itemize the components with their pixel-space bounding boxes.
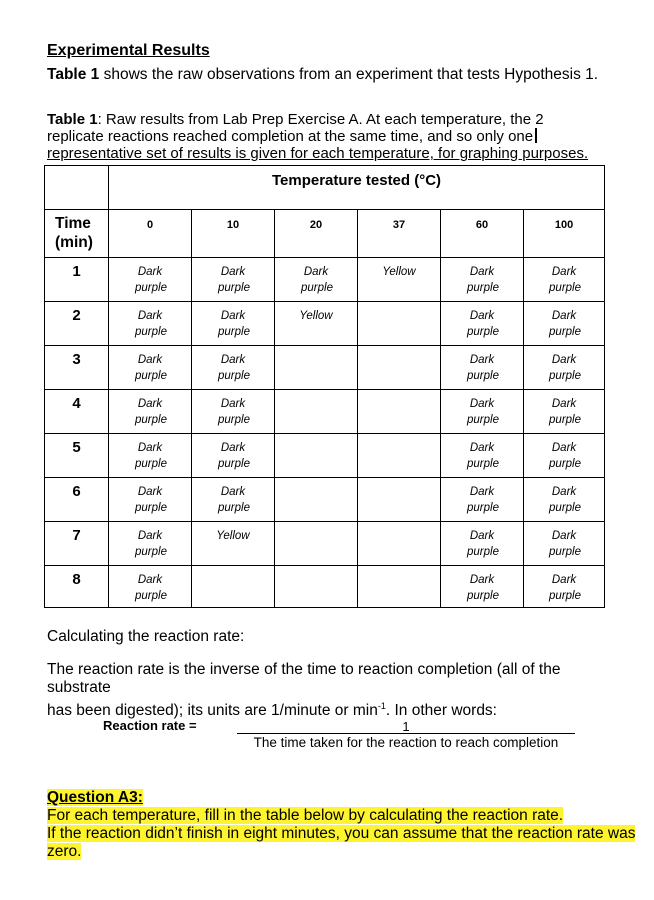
results-table bbox=[44, 165, 605, 608]
fraction-bar bbox=[237, 733, 575, 734]
observation-cell: Dark purple bbox=[441, 478, 524, 522]
observation-cell bbox=[275, 566, 358, 608]
observation-cell: Dark purple bbox=[192, 478, 275, 522]
question-line-1: For each temperature, fill in the table below by calculating the reaction rate. bbox=[47, 807, 564, 824]
observation-cell bbox=[275, 478, 358, 522]
time-header-label: Time bbox=[55, 215, 91, 232]
intro-table-ref: Table 1 bbox=[47, 66, 100, 83]
temperature-column-header: 60 bbox=[441, 210, 524, 258]
table-row bbox=[45, 566, 605, 608]
observation-cell bbox=[358, 434, 441, 478]
observation-cell: Dark purple bbox=[524, 258, 605, 302]
observation-cell bbox=[358, 390, 441, 434]
observation-cell: Dark purple bbox=[441, 566, 524, 608]
observation-cell bbox=[358, 346, 441, 390]
time-header bbox=[45, 210, 109, 258]
observation-cell: Yellow bbox=[358, 258, 441, 302]
observation-cell: Dark purple bbox=[441, 302, 524, 346]
observation-cell: Dark purple bbox=[109, 302, 192, 346]
table-row bbox=[45, 522, 605, 566]
calculation-paragraph bbox=[47, 661, 627, 720]
time-cell: 3 bbox=[45, 346, 109, 390]
observation-cell bbox=[358, 522, 441, 566]
question-line-2: If the reaction didn’t finish in eight minutes, you can assume that the reaction rate was bbox=[47, 825, 636, 842]
temperature-column-header: 10 bbox=[192, 210, 275, 258]
table-row bbox=[45, 390, 605, 434]
observation-cell: Dark purple bbox=[524, 478, 605, 522]
time-cell: 5 bbox=[45, 434, 109, 478]
calculation-line-2: has been digested); its units are 1/minute or $\min^{-1}$. In other words: bbox=[47, 701, 497, 720]
time-cell: 7 bbox=[45, 522, 109, 566]
question-block bbox=[47, 789, 637, 861]
temperature-column-header: 100 bbox=[524, 210, 605, 258]
observation-cell: Dark purple bbox=[524, 302, 605, 346]
caption-table-ref: Table 1 bbox=[47, 111, 98, 128]
observation-cell bbox=[358, 566, 441, 608]
observation-cell: Dark purple bbox=[192, 390, 275, 434]
observation-cell: Dark purple bbox=[109, 346, 192, 390]
caption-line-2-text: replicate reactions reached completion at the same time, and so only one bbox=[47, 128, 534, 145]
observation-cell: Dark purple bbox=[109, 566, 192, 608]
observation-cell: Dark purple bbox=[524, 566, 605, 608]
table-row bbox=[45, 346, 605, 390]
observation-cell: Yellow bbox=[275, 302, 358, 346]
calculation-heading: Calculating the reaction rate: bbox=[47, 628, 245, 645]
calculation-line-1: The reaction rate is the inverse of the time to reaction completion (all of the substrate bbox=[47, 661, 561, 696]
temperature-column-header: 37 bbox=[358, 210, 441, 258]
time-header-unit: (min) bbox=[55, 234, 93, 251]
table-row bbox=[45, 258, 605, 302]
caption-line-1-text: : Raw results from Lab Prep Exercise A. At each temperature, the 2 bbox=[97, 111, 544, 128]
observation-cell: Dark purple bbox=[524, 434, 605, 478]
observation-cell: Dark purple bbox=[524, 522, 605, 566]
intro-sentence bbox=[47, 66, 598, 84]
caption-line-3: representative set of results is given for each temperature, for graphing purposes. bbox=[47, 145, 589, 162]
formula-label: Reaction rate = bbox=[103, 718, 197, 733]
observation-cell bbox=[358, 478, 441, 522]
section-title: Experimental Results bbox=[47, 42, 210, 59]
time-cell: 1 bbox=[45, 258, 109, 302]
caption-line-2 bbox=[47, 128, 617, 145]
table-row bbox=[45, 434, 605, 478]
observation-cell: Dark purple bbox=[192, 434, 275, 478]
observation-cell: Dark purple bbox=[441, 346, 524, 390]
intro-text: shows the raw observations from an experiment that tests Hypothesis 1. bbox=[99, 66, 599, 83]
observation-cell: Dark purple bbox=[192, 346, 275, 390]
observation-cell: Dark purple bbox=[524, 346, 605, 390]
observation-cell: Dark purple bbox=[192, 258, 275, 302]
temperature-column-header: 20 bbox=[275, 210, 358, 258]
caption-line-1 bbox=[47, 111, 617, 128]
observation-cell: Yellow bbox=[192, 522, 275, 566]
formula-numerator: 1 bbox=[402, 719, 410, 734]
observation-cell: Dark purple bbox=[109, 258, 192, 302]
observation-cell bbox=[275, 434, 358, 478]
temperature-column-header: 0 bbox=[109, 210, 192, 258]
observation-cell: Dark purple bbox=[109, 390, 192, 434]
question-title: Question A3: bbox=[47, 789, 143, 806]
observation-cell: Dark purple bbox=[275, 258, 358, 302]
observation-cell bbox=[358, 302, 441, 346]
observation-cell: Dark purple bbox=[524, 390, 605, 434]
question-line-3: zero. bbox=[47, 843, 82, 860]
unit-superscript: -1 bbox=[377, 701, 386, 711]
observation-cell: Dark purple bbox=[109, 434, 192, 478]
observation-cell bbox=[275, 346, 358, 390]
formula-denominator: The time taken for the reaction to reach completion bbox=[253, 735, 559, 750]
table-caption bbox=[47, 111, 617, 162]
table-row bbox=[45, 302, 605, 346]
observation-cell: Dark purple bbox=[192, 302, 275, 346]
time-cell: 6 bbox=[45, 478, 109, 522]
time-cell: 4 bbox=[45, 390, 109, 434]
observation-cell: Dark purple bbox=[441, 434, 524, 478]
observation-cell: Dark purple bbox=[109, 522, 192, 566]
table-row bbox=[45, 478, 605, 522]
temperature-header: Temperature tested (°C) bbox=[109, 166, 605, 210]
observation-cell bbox=[275, 390, 358, 434]
observation-cell: Dark purple bbox=[441, 390, 524, 434]
time-cell: 2 bbox=[45, 302, 109, 346]
observation-cell: Dark purple bbox=[441, 258, 524, 302]
observation-cell: Dark purple bbox=[441, 522, 524, 566]
observation-cell bbox=[275, 522, 358, 566]
time-cell: 8 bbox=[45, 566, 109, 608]
table-corner-cell bbox=[45, 166, 109, 210]
observation-cell: Dark purple bbox=[109, 478, 192, 522]
observation-cell bbox=[192, 566, 275, 608]
text-cursor bbox=[535, 128, 537, 143]
